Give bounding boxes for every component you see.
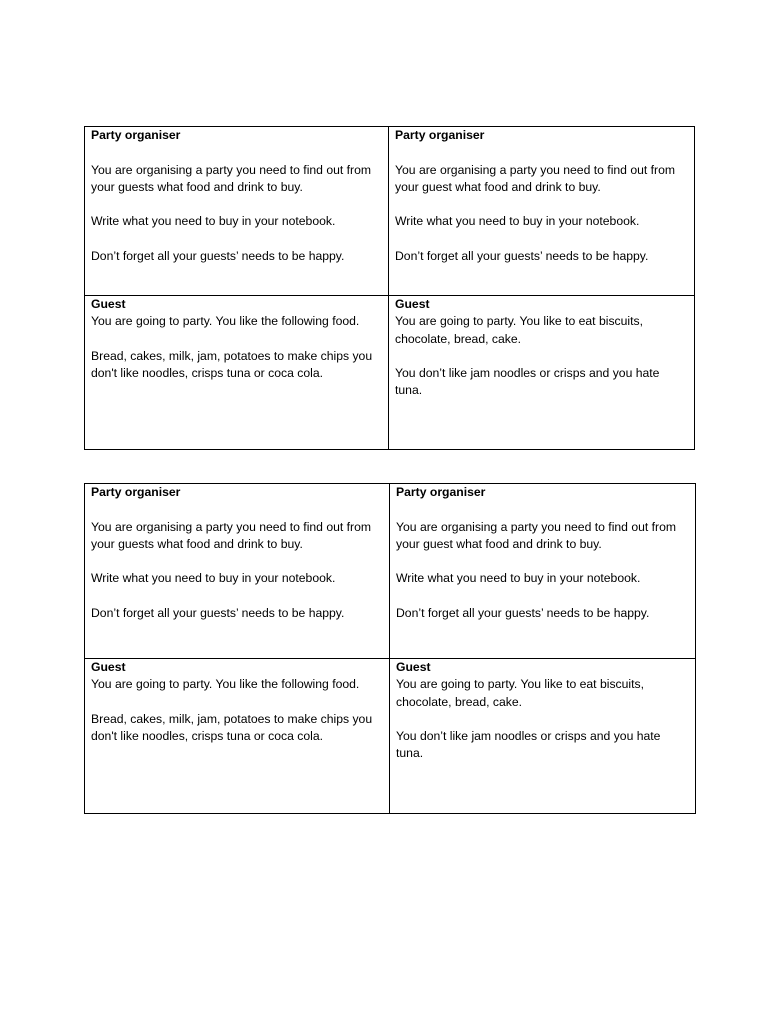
card-instruction: You don’t like jam noodles or crisps and you hate tuna. bbox=[396, 729, 661, 761]
guest-card-left bbox=[85, 296, 389, 450]
guest-card-right bbox=[389, 296, 695, 450]
organiser-card-left bbox=[85, 127, 389, 296]
card-instruction: Don’t forget all your guests’ needs to be happy. bbox=[395, 249, 649, 264]
card-instruction: Write what you need to buy in your notebook. bbox=[91, 214, 336, 229]
card-instruction: You don’t like jam noodles or crisps and you hate tuna. bbox=[395, 366, 660, 398]
card-title: Party organiser bbox=[395, 128, 485, 142]
organiser-card-right bbox=[390, 484, 696, 659]
card-instruction: You are going to party. You like the following food. bbox=[91, 314, 360, 329]
card-instruction: You are organising a party you need to find out from your guest what food and drink to buy. bbox=[395, 162, 676, 194]
card-instruction: You are organising a party you need to find out from your guests what food and drink to buy. bbox=[91, 519, 372, 551]
card-title: Guest bbox=[396, 660, 431, 674]
role-card-table-1 bbox=[84, 126, 695, 450]
card-instruction: You are organising a party you need to find out from your guests what food and drink to buy. bbox=[91, 162, 372, 194]
card-instruction: Don’t forget all your guests’ needs to be happy. bbox=[91, 249, 345, 264]
card-title: Guest bbox=[91, 660, 126, 674]
card-instruction: Don’t forget all your guests’ needs to be happy. bbox=[396, 606, 650, 621]
organiser-card-left bbox=[85, 484, 390, 659]
card-title: Guest bbox=[91, 297, 126, 311]
card-title: Party organiser bbox=[91, 128, 181, 142]
card-instruction: You are going to party. You like the following food. bbox=[91, 677, 360, 692]
organiser-card-right bbox=[389, 127, 695, 296]
card-instruction: Don’t forget all your guests’ needs to be happy. bbox=[91, 606, 345, 621]
card-instruction: You are going to party. You like to eat biscuits, chocolate, bread, cake. bbox=[396, 677, 644, 709]
role-card-table-2 bbox=[84, 483, 696, 814]
card-title: Party organiser bbox=[91, 485, 181, 499]
card-instruction: Write what you need to buy in your notebook. bbox=[91, 571, 336, 586]
guest-card-right bbox=[390, 659, 696, 814]
card-instruction: You are organising a party you need to find out from your guest what food and drink to buy. bbox=[396, 519, 677, 551]
card-instruction: Bread, cakes, milk, jam, potatoes to make chips you don't like noodles, crisps tuna or coca cola. bbox=[91, 348, 373, 381]
card-title: Party organiser bbox=[396, 485, 486, 499]
card-instruction: You are going to party. You like to eat biscuits, chocolate, bread, cake. bbox=[395, 314, 643, 346]
card-instruction: Bread, cakes, milk, jam, potatoes to make chips you don't like noodles, crisps tuna or coca cola. bbox=[91, 711, 373, 744]
card-instruction: Write what you need to buy in your notebook. bbox=[395, 214, 640, 229]
card-title: Guest bbox=[395, 297, 430, 311]
card-instruction: Write what you need to buy in your notebook. bbox=[396, 571, 641, 586]
guest-card-left bbox=[85, 659, 390, 814]
